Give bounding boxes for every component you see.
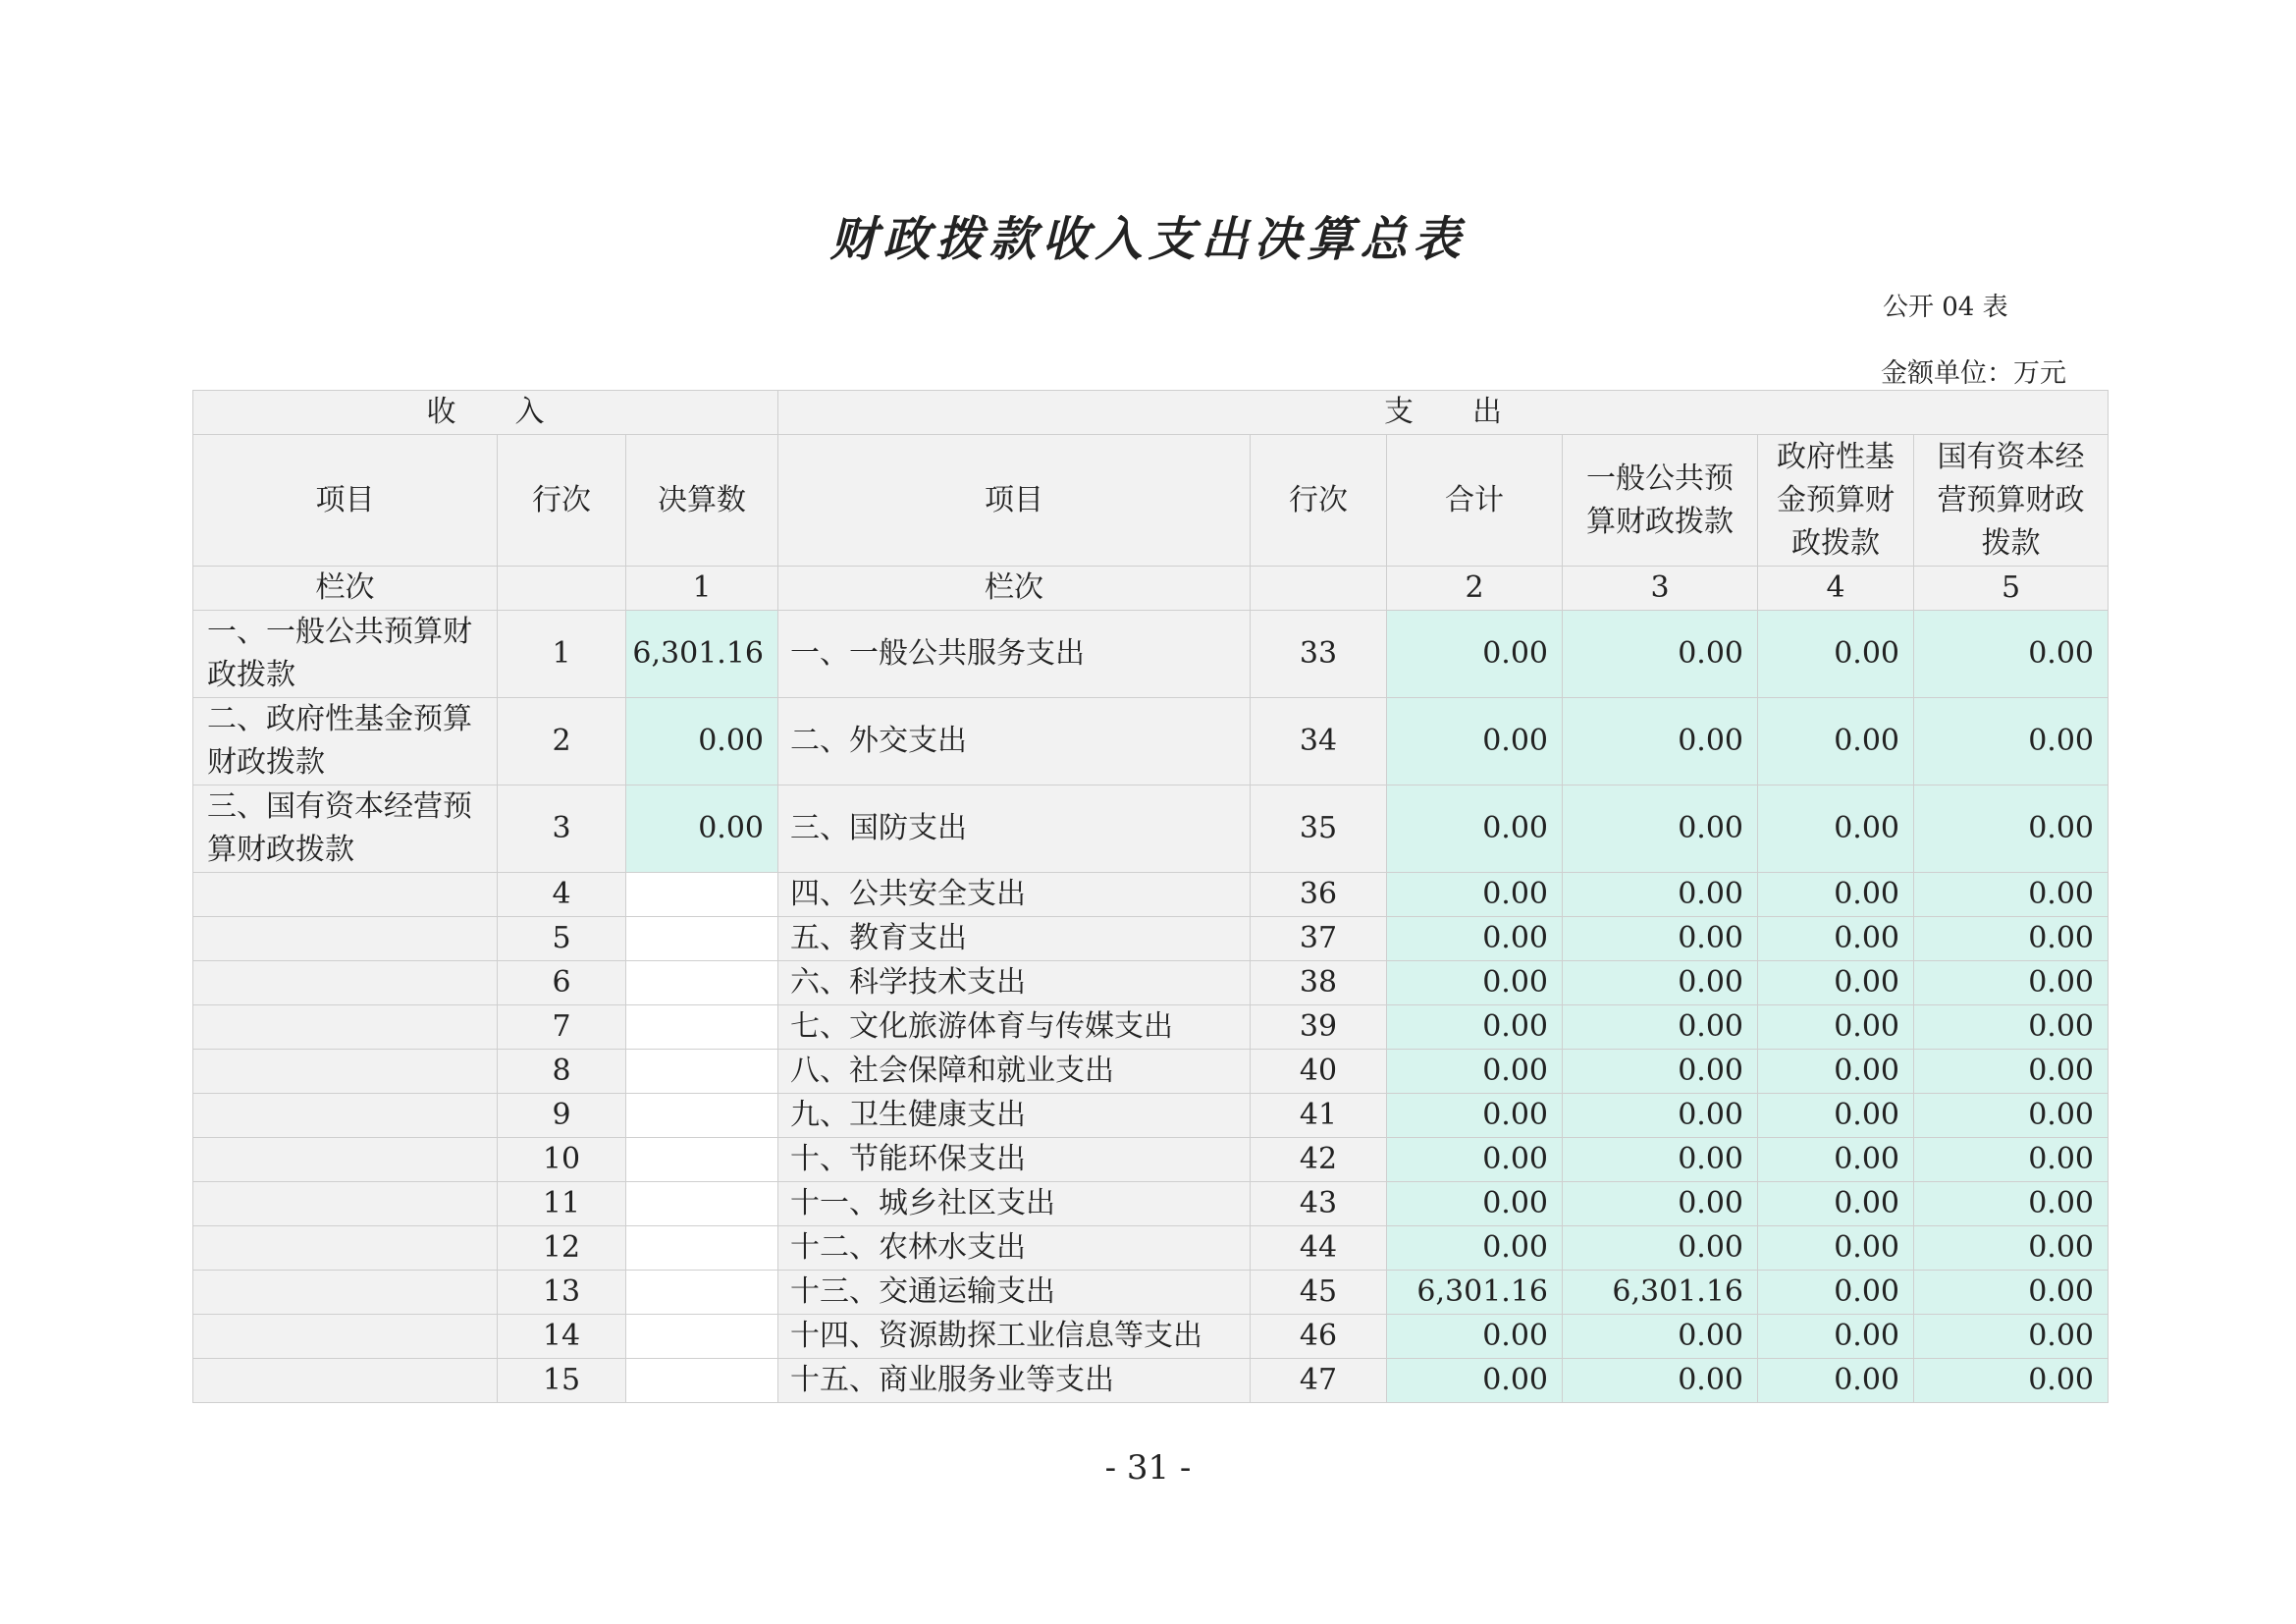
expense-line-number: 47 xyxy=(1251,1359,1387,1403)
index-empty xyxy=(498,567,626,611)
expense-line-number: 33 xyxy=(1251,611,1387,698)
general-budget-amount: 6,301.16 xyxy=(1563,1271,1758,1315)
fund-budget-amount: 0.00 xyxy=(1758,611,1914,698)
income-amount xyxy=(626,1226,778,1271)
total-amount: 0.00 xyxy=(1387,611,1563,698)
state-capital-amount: 0.00 xyxy=(1914,917,2109,961)
expense-line-number: 38 xyxy=(1251,961,1387,1005)
income-amount xyxy=(626,873,778,917)
total-amount: 0.00 xyxy=(1387,1226,1563,1271)
income-amount xyxy=(626,1271,778,1315)
general-budget-amount: 0.00 xyxy=(1563,698,1758,785)
general-budget-amount: 0.00 xyxy=(1563,1005,1758,1050)
index-label-income: 栏次 xyxy=(193,567,498,611)
total-amount: 0.00 xyxy=(1387,1050,1563,1094)
total-amount: 6,301.16 xyxy=(1387,1271,1563,1315)
table-row xyxy=(193,1271,2109,1315)
fund-budget-amount: 0.00 xyxy=(1758,1138,1914,1182)
expense-item-name: 十、节能环保支出 xyxy=(778,1138,1251,1182)
general-budget-amount: 0.00 xyxy=(1563,1359,1758,1403)
income-amount xyxy=(626,1359,778,1403)
general-budget-amount: 0.00 xyxy=(1563,961,1758,1005)
col-fund-budget: 政府性基金预算财政拨款 xyxy=(1758,435,1914,567)
table-row xyxy=(193,611,2109,698)
expense-item-name: 九、卫生健康支出 xyxy=(778,1094,1251,1138)
income-item-name xyxy=(193,1050,498,1094)
col-income-amount: 决算数 xyxy=(626,435,778,567)
income-amount xyxy=(626,1094,778,1138)
general-budget-amount: 0.00 xyxy=(1563,1138,1758,1182)
table-row xyxy=(193,698,2109,785)
fund-budget-amount: 0.00 xyxy=(1758,961,1914,1005)
income-item-name xyxy=(193,1182,498,1226)
state-capital-amount: 0.00 xyxy=(1914,1271,2109,1315)
fund-budget-amount: 0.00 xyxy=(1758,1094,1914,1138)
income-line-number: 13 xyxy=(498,1271,626,1315)
total-amount: 0.00 xyxy=(1387,698,1563,785)
state-capital-amount: 0.00 xyxy=(1914,1226,2109,1271)
index-label-expense: 栏次 xyxy=(778,567,1251,611)
income-amount xyxy=(626,1005,778,1050)
income-line-number: 10 xyxy=(498,1138,626,1182)
income-line-number: 11 xyxy=(498,1182,626,1226)
total-amount: 0.00 xyxy=(1387,1005,1563,1050)
col-total: 合计 xyxy=(1387,435,1563,567)
income-amount xyxy=(626,1182,778,1226)
expense-line-number: 35 xyxy=(1251,785,1387,873)
amount-unit: 金额单位：万元 xyxy=(1881,358,2066,389)
table-row xyxy=(193,1050,2109,1094)
state-capital-amount: 0.00 xyxy=(1914,611,2109,698)
table-row xyxy=(193,873,2109,917)
income-line-number: 7 xyxy=(498,1005,626,1050)
index-empty xyxy=(1251,567,1387,611)
expense-item-name: 一、一般公共服务支出 xyxy=(778,611,1251,698)
state-capital-amount: 0.00 xyxy=(1914,698,2109,785)
total-amount: 0.00 xyxy=(1387,785,1563,873)
expense-line-number: 41 xyxy=(1251,1094,1387,1138)
expense-line-number: 34 xyxy=(1251,698,1387,785)
table-row xyxy=(193,1005,2109,1050)
expense-item-name: 十一、城乡社区支出 xyxy=(778,1182,1251,1226)
state-capital-amount: 0.00 xyxy=(1914,1094,2109,1138)
expense-line-number: 43 xyxy=(1251,1182,1387,1226)
fund-budget-amount: 0.00 xyxy=(1758,873,1914,917)
total-amount: 0.00 xyxy=(1387,1138,1563,1182)
state-capital-amount: 0.00 xyxy=(1914,1138,2109,1182)
table-row xyxy=(193,1315,2109,1359)
page-title: 财政拨款收入支出决算总表 xyxy=(829,212,1467,267)
income-item-name xyxy=(193,961,498,1005)
income-line-number: 12 xyxy=(498,1226,626,1271)
col-income-item: 项目 xyxy=(193,435,498,567)
fund-budget-amount: 0.00 xyxy=(1758,1359,1914,1403)
income-amount xyxy=(626,1138,778,1182)
fund-budget-amount: 0.00 xyxy=(1758,785,1914,873)
income-line-number: 14 xyxy=(498,1315,626,1359)
expense-line-number: 44 xyxy=(1251,1226,1387,1271)
income-line-number: 2 xyxy=(498,698,626,785)
table-row xyxy=(193,961,2109,1005)
general-budget-amount: 0.00 xyxy=(1563,1094,1758,1138)
income-amount: 0.00 xyxy=(626,785,778,873)
state-capital-amount: 0.00 xyxy=(1914,1050,2109,1094)
fund-budget-amount: 0.00 xyxy=(1758,917,1914,961)
income-item-name xyxy=(193,917,498,961)
income-amount xyxy=(626,1315,778,1359)
expense-item-name: 二、外交支出 xyxy=(778,698,1251,785)
general-budget-amount: 0.00 xyxy=(1563,873,1758,917)
income-line-number: 6 xyxy=(498,961,626,1005)
state-capital-amount: 0.00 xyxy=(1914,961,2109,1005)
income-amount xyxy=(626,961,778,1005)
table-row xyxy=(193,1138,2109,1182)
fund-budget-amount: 0.00 xyxy=(1758,1050,1914,1094)
income-item-name xyxy=(193,1359,498,1403)
income-item-name xyxy=(193,1005,498,1050)
income-item-name: 二、政府性基金预算财政拨款 xyxy=(193,698,498,785)
fund-budget-amount: 0.00 xyxy=(1758,1005,1914,1050)
income-line-number: 8 xyxy=(498,1050,626,1094)
total-amount: 0.00 xyxy=(1387,961,1563,1005)
income-line-number: 1 xyxy=(498,611,626,698)
col-expense-item: 项目 xyxy=(778,435,1251,567)
total-amount: 0.00 xyxy=(1387,1094,1563,1138)
state-capital-amount: 0.00 xyxy=(1914,1005,2109,1050)
table-row xyxy=(193,1359,2109,1403)
expense-item-name: 四、公共安全支出 xyxy=(778,873,1251,917)
fund-budget-amount: 0.00 xyxy=(1758,1315,1914,1359)
fund-budget-amount: 0.00 xyxy=(1758,1182,1914,1226)
income-line-number: 3 xyxy=(498,785,626,873)
income-item-name: 三、国有资本经营预算财政拨款 xyxy=(193,785,498,873)
state-capital-amount: 0.00 xyxy=(1914,873,2109,917)
expense-item-name: 五、教育支出 xyxy=(778,917,1251,961)
col-expense-line: 行次 xyxy=(1251,435,1387,567)
total-amount: 0.00 xyxy=(1387,1359,1563,1403)
income-item-name xyxy=(193,1138,498,1182)
table-row xyxy=(193,917,2109,961)
expense-item-name: 十三、交通运输支出 xyxy=(778,1271,1251,1315)
table-row xyxy=(193,1182,2109,1226)
expense-line-number: 46 xyxy=(1251,1315,1387,1359)
income-item-name xyxy=(193,1271,498,1315)
expense-line-number: 36 xyxy=(1251,873,1387,917)
form-number: 公开 04 表 xyxy=(1883,293,2008,322)
income-item-name xyxy=(193,1226,498,1271)
expense-item-name: 十五、商业服务业等支出 xyxy=(778,1359,1251,1403)
fund-budget-amount: 0.00 xyxy=(1758,1271,1914,1315)
expense-line-number: 45 xyxy=(1251,1271,1387,1315)
general-budget-amount: 0.00 xyxy=(1563,917,1758,961)
expense-item-name: 三、国防支出 xyxy=(778,785,1251,873)
table-row xyxy=(193,1094,2109,1138)
income-item-name: 一、一般公共预算财政拨款 xyxy=(193,611,498,698)
col-state-capital: 国有资本经营预算财政拨款 xyxy=(1914,435,2109,567)
general-budget-amount: 0.00 xyxy=(1563,1226,1758,1271)
income-line-number: 4 xyxy=(498,873,626,917)
income-line-number: 15 xyxy=(498,1359,626,1403)
income-item-name xyxy=(193,873,498,917)
income-item-name xyxy=(193,1094,498,1138)
income-amount xyxy=(626,1050,778,1094)
col-general-budget: 一般公共预算财政拨款 xyxy=(1563,435,1758,567)
expense-item-name: 十四、资源勘探工业信息等支出 xyxy=(778,1315,1251,1359)
expense-item-name: 八、社会保障和就业支出 xyxy=(778,1050,1251,1094)
expense-line-number: 37 xyxy=(1251,917,1387,961)
state-capital-amount: 0.00 xyxy=(1914,1315,2109,1359)
index-col-2: 2 xyxy=(1387,567,1563,611)
expense-line-number: 39 xyxy=(1251,1005,1387,1050)
state-capital-amount: 0.00 xyxy=(1914,1182,2109,1226)
total-amount: 0.00 xyxy=(1387,917,1563,961)
general-budget-amount: 0.00 xyxy=(1563,785,1758,873)
expense-section-header: 支 出 xyxy=(778,391,2109,435)
expense-item-name: 十二、农林水支出 xyxy=(778,1226,1251,1271)
col-income-line: 行次 xyxy=(498,435,626,567)
income-line-number: 5 xyxy=(498,917,626,961)
general-budget-amount: 0.00 xyxy=(1563,1315,1758,1359)
general-budget-amount: 0.00 xyxy=(1563,1050,1758,1094)
general-budget-amount: 0.00 xyxy=(1563,611,1758,698)
fund-budget-amount: 0.00 xyxy=(1758,1226,1914,1271)
income-amount: 6,301.16 xyxy=(626,611,778,698)
fund-budget-amount: 0.00 xyxy=(1758,698,1914,785)
table-row xyxy=(193,1226,2109,1271)
expense-line-number: 40 xyxy=(1251,1050,1387,1094)
state-capital-amount: 0.00 xyxy=(1914,785,2109,873)
total-amount: 0.00 xyxy=(1387,1182,1563,1226)
total-amount: 0.00 xyxy=(1387,1315,1563,1359)
page-number: - 31 - xyxy=(1104,1448,1192,1488)
income-item-name xyxy=(193,1315,498,1359)
general-budget-amount: 0.00 xyxy=(1563,1182,1758,1226)
index-col-5: 5 xyxy=(1914,567,2109,611)
income-amount xyxy=(626,917,778,961)
index-col-4: 4 xyxy=(1758,567,1914,611)
expense-item-name: 七、文化旅游体育与传媒支出 xyxy=(778,1005,1251,1050)
appropriation-summary-table xyxy=(192,390,2109,1403)
state-capital-amount: 0.00 xyxy=(1914,1359,2109,1403)
income-line-number: 9 xyxy=(498,1094,626,1138)
income-amount: 0.00 xyxy=(626,698,778,785)
expense-item-name: 六、科学技术支出 xyxy=(778,961,1251,1005)
income-section-header: 收 入 xyxy=(193,391,778,435)
table-row xyxy=(193,785,2109,873)
total-amount: 0.00 xyxy=(1387,873,1563,917)
expense-line-number: 42 xyxy=(1251,1138,1387,1182)
index-col-3: 3 xyxy=(1563,567,1758,611)
index-col-1: 1 xyxy=(626,567,778,611)
